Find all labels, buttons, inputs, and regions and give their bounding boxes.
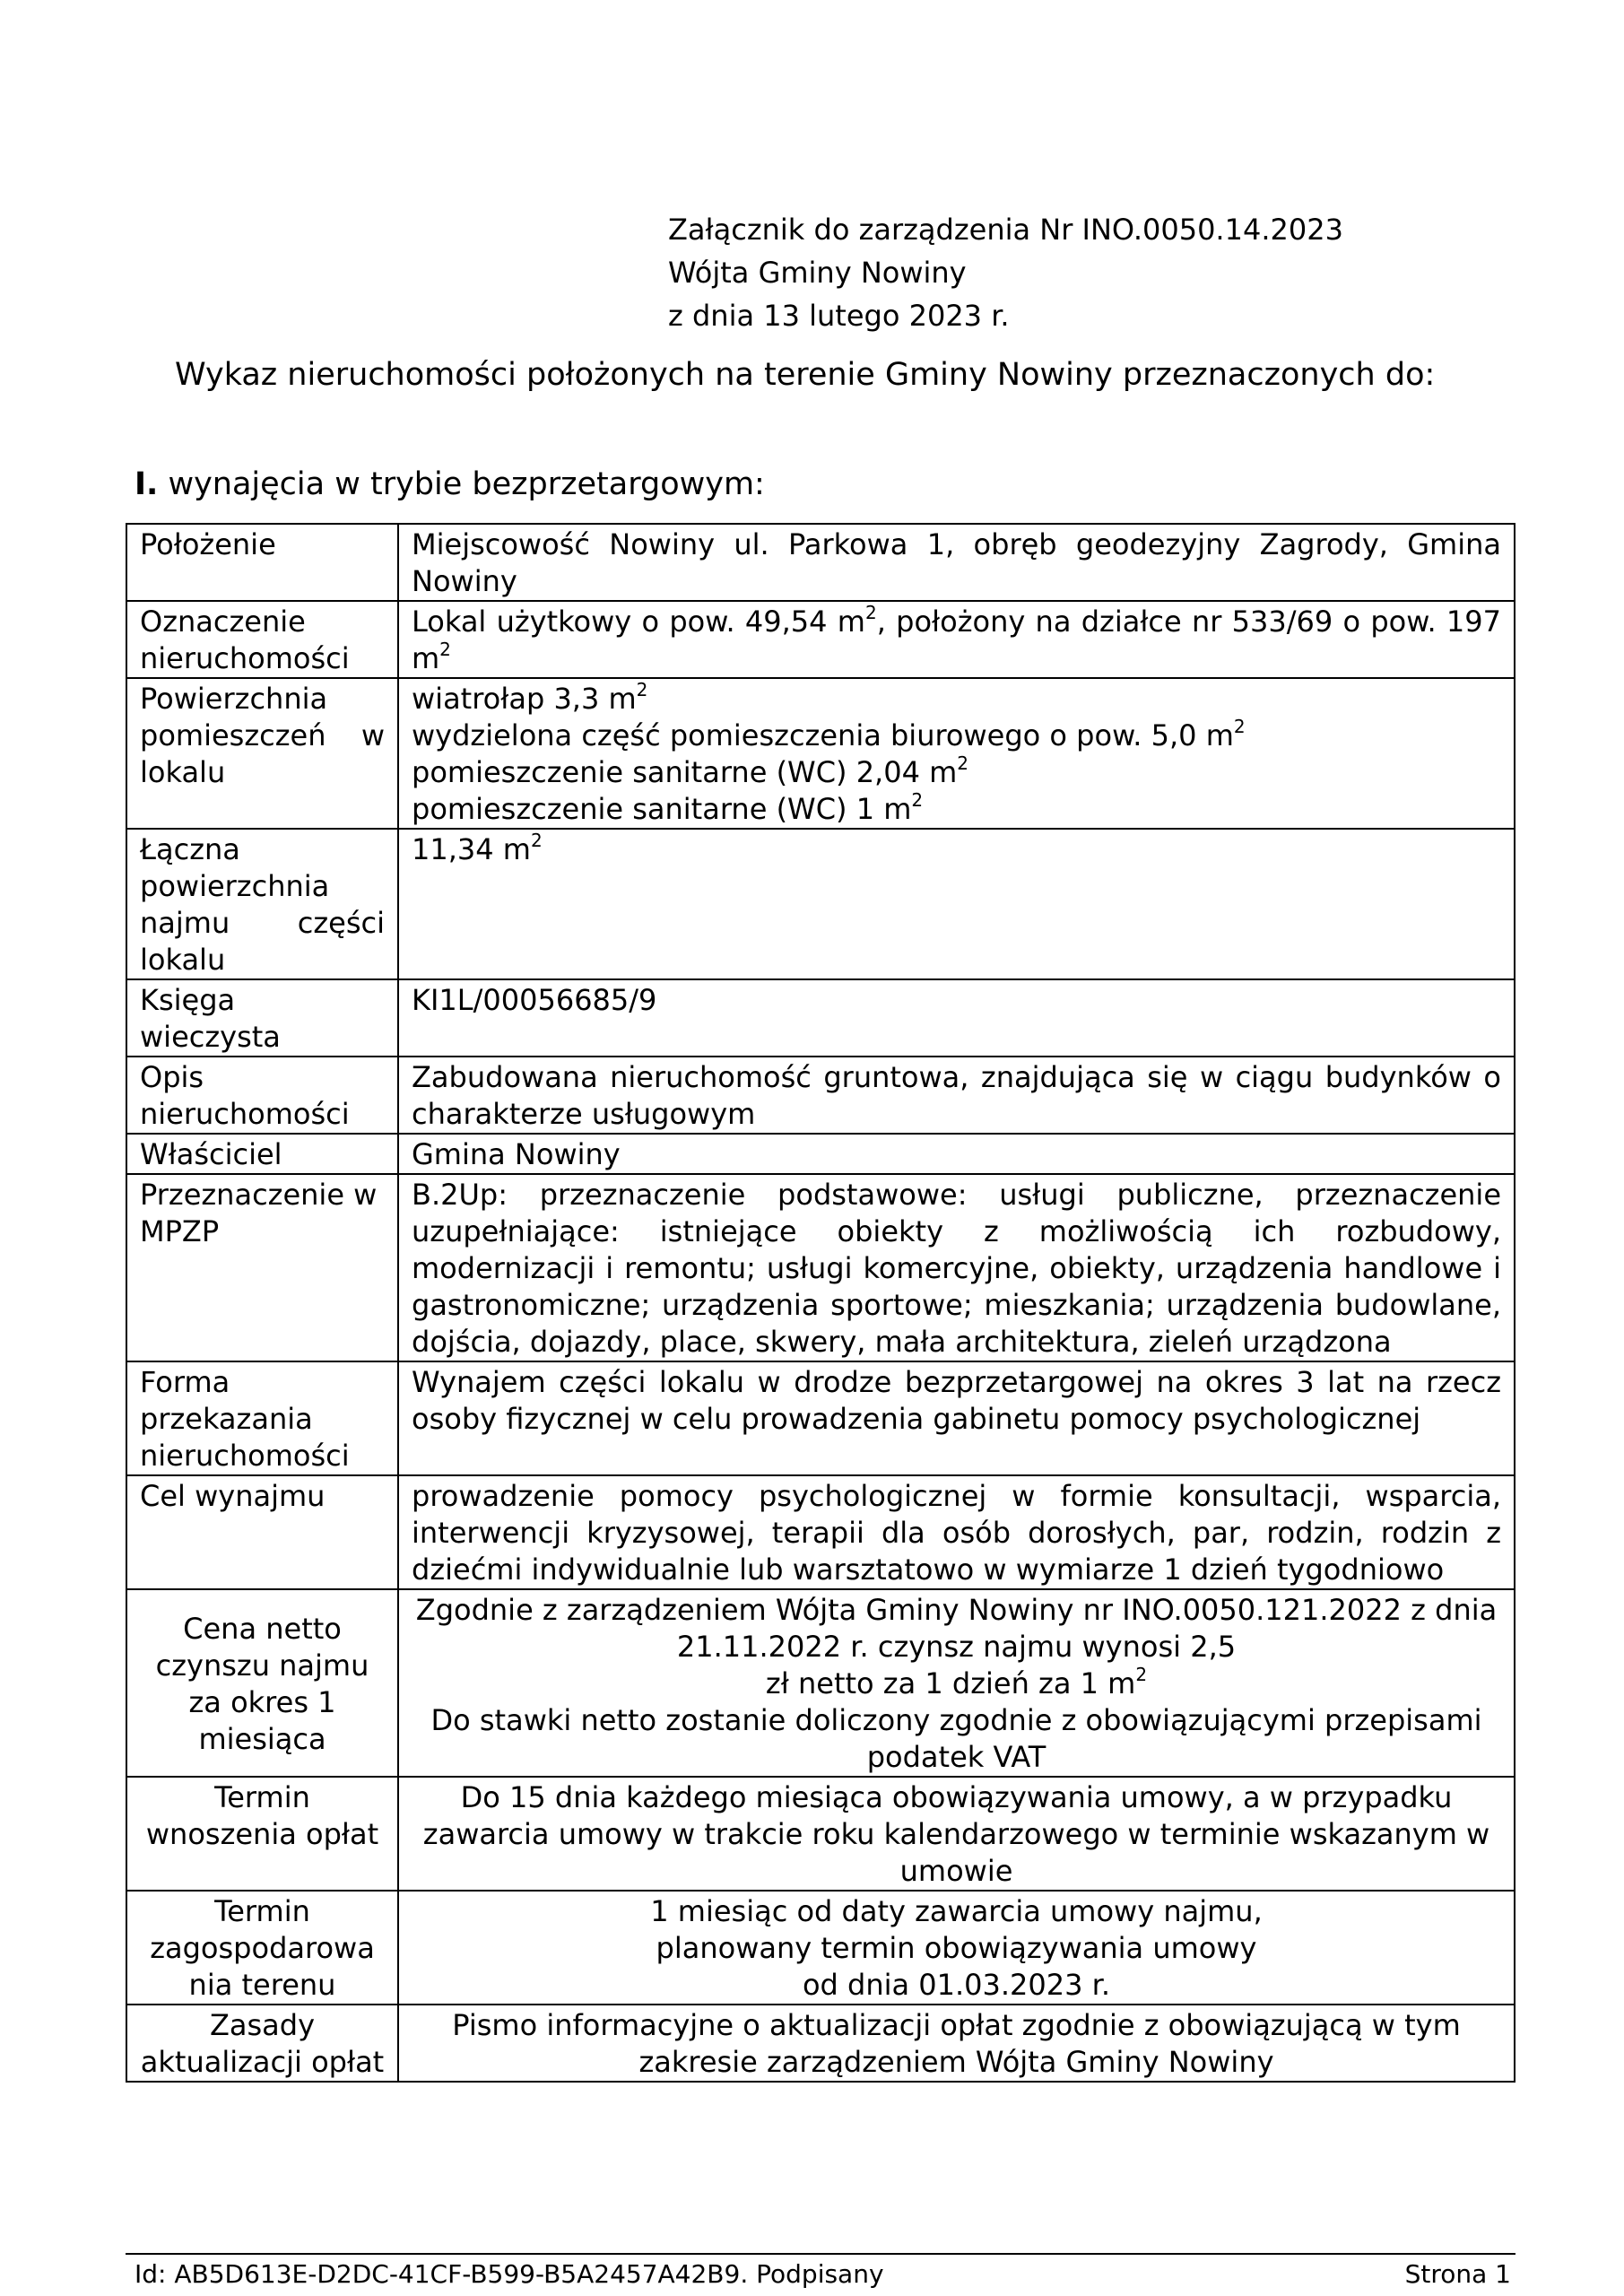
value-opis: Zabudowana nieruchomość gruntowa, znajdująca się w ciągu budynków o charakterze usługowym — [398, 1057, 1515, 1134]
label-cel: Cel wynajmu — [126, 1475, 398, 1589]
table-row — [126, 1361, 1515, 1475]
label-termin-zagosp: Termin zagospodarowa nia terenu — [126, 1891, 398, 2005]
label-termin-wnoszenia: Termin wnoszenia opłat — [126, 1777, 398, 1891]
value-powierzchnia — [398, 678, 1515, 829]
sup-2: 2 — [864, 602, 877, 624]
table-row — [126, 524, 1515, 601]
label-przeznaczenie: Przeznaczenie w MPZP — [126, 1174, 398, 1361]
table-row — [126, 1057, 1515, 1134]
zagosp-line-1: 1 miesiąc od daty zawarcia umowy najmu, — [650, 1894, 1263, 1928]
label-cena: Cena netto czynszu najmu za okres 1 miesiąca — [126, 1589, 398, 1777]
room-line-text: pomieszczenie sanitarne (WC) 1 m — [412, 792, 912, 826]
section-title-text: wynajęcia w trybie bezprzetargowym: — [158, 466, 765, 502]
intro-text: Wykaz nieruchomości położonych na terenie Gminy Nowiny przeznaczonych do: — [175, 357, 1436, 393]
cena-line-1: Zgodnie z zarządzeniem Wójta Gminy Nowiny nr INO.0050.121.2022 z dnia 21.11.2022 r. czynsz najmu wynosi 2,5 — [415, 1593, 1498, 1664]
sup-2: 2 — [911, 789, 924, 812]
label-wlasciciel: Właściciel — [126, 1134, 398, 1174]
value-cel: prowadzenie pomocy psychologicznej w formie konsultacji, wsparcia, interwencji kryzysowej, terapii dla osób dorosłych, par, rodzin, rodzin z dziećmi indywidualnie lub warsztatowo w wymiarze 1 dzień tygodniowo — [398, 1475, 1515, 1589]
sup-2: 2 — [1233, 716, 1246, 738]
zagosp-line-2: planowany termin obowiązywania umowy — [656, 1931, 1257, 1965]
page-number: Strona 1 — [1404, 2259, 1511, 2289]
table-row — [126, 1891, 1515, 2005]
footer-divider — [126, 2253, 1515, 2255]
table-row — [126, 601, 1515, 678]
table-row — [126, 1589, 1515, 1777]
label-forma: Forma przekazania nieruchomości — [126, 1361, 398, 1475]
label-opis: Opis nieruchomości — [126, 1057, 398, 1134]
room-line — [412, 681, 1501, 718]
value-wlasciciel: Gmina Nowiny — [398, 1134, 1515, 1174]
room-line-text: wydzielona część pomieszczenia biurowego o pow. 5,0 m — [412, 718, 1234, 752]
value-termin-zagosp — [398, 1891, 1515, 2005]
sup-2: 2 — [1135, 1664, 1148, 1686]
value-termin-wnoszenia: Do 15 dnia każdego miesiąca obowiązywania umowy, a w przypadku zawarcia umowy w trakcie roku kalendarzowego w terminie wskazanym w umowie — [398, 1777, 1515, 1891]
label-ksiega: Księga wieczysta — [126, 979, 398, 1057]
value-polozenie: Miejscowość Nowiny ul. Parkowa 1, obręb geodezyjny Zagrody, Gmina Nowiny — [398, 524, 1515, 601]
document-id: Id: AB5D613E-D2DC-41CF-B599-B5A2457A42B9. Podpisany — [135, 2259, 884, 2289]
oznaczenie-text-b: , położony na działce nr 533/69 o pow. 197 m — [412, 604, 1502, 675]
value-ksiega: KI1L/00056685/9 — [398, 979, 1515, 1057]
table-row — [126, 1174, 1515, 1361]
section-number: I. — [135, 466, 159, 502]
label-zasady: Zasady aktualizacji opłat — [126, 2005, 398, 2082]
label-powierzchnia: Powierzchnia pomieszczeń w lokalu — [126, 678, 398, 829]
room-line — [412, 791, 1501, 828]
document-header — [668, 208, 1343, 337]
laczna-text: 11,34 m — [412, 832, 531, 866]
cena-line-3: Do stawki netto zostanie doliczony zgodnie z obowiązującymi przepisami podatek VAT — [430, 1703, 1482, 1774]
header-line-3: z dnia 13 lutego 2023 r. — [668, 299, 1010, 333]
zagosp-line-3: od dnia 01.03.2023 r. — [802, 1968, 1111, 2002]
table-row — [126, 829, 1515, 979]
label-laczna: Łączna powierzchnia najmu części lokalu — [126, 829, 398, 979]
section-title — [135, 461, 765, 508]
sup-2: 2 — [957, 752, 969, 775]
table-row — [126, 1475, 1515, 1589]
room-line-text: wiatrołap 3,3 m — [412, 682, 637, 716]
table-row — [126, 1134, 1515, 1174]
value-forma: Wynajem części lokalu w drodze bezprzetargowej na okres 3 lat na rzecz osoby fizycznej w celu prowadzenia gabinetu pomocy psychologicznej — [398, 1361, 1515, 1475]
sup-2: 2 — [530, 830, 543, 852]
sup-2: 2 — [439, 639, 451, 661]
oznaczenie-text-a: Lokal użytkowy o pow. 49,54 m — [412, 604, 865, 639]
room-line — [412, 718, 1501, 754]
value-oznaczenie — [398, 601, 1515, 678]
label-oznaczenie: Oznaczenie nieruchomości — [126, 601, 398, 678]
cena-line-2 — [412, 1665, 1501, 1702]
room-line-text: pomieszczenie sanitarne (WC) 2,04 m — [412, 755, 958, 789]
label-polozenie: Położenie — [126, 524, 398, 601]
room-line — [412, 754, 1501, 791]
value-zasady: Pismo informacyjne o aktualizacji opłat zgodnie z obowiązującą w tym zakresie zarządzeniem Wójta Gminy Nowiny — [398, 2005, 1515, 2082]
table-row — [126, 2005, 1515, 2082]
header-line-2: Wójta Gminy Nowiny — [668, 256, 967, 290]
value-cena — [398, 1589, 1515, 1777]
table-row — [126, 678, 1515, 829]
sup-2: 2 — [636, 679, 648, 701]
table-row — [126, 1777, 1515, 1891]
value-przeznaczenie: B.2Up: przeznaczenie podstawowe: usługi publiczne, przeznaczenie uzupełniające: istniejące obiekty z możliwością ich rozbudowy, modernizacji i remontu; usługi komercyjne, obiekty, urządzenia handlowe i gastronomiczne; urządzenia sportowe; mieszkania; urządzenia budowlane, dojścia, dojazdy, place, skwery, mała architektura, zieleń urządzona — [398, 1174, 1515, 1361]
property-table — [126, 523, 1515, 2083]
header-line-1: Załącznik do zarządzenia Nr INO.0050.14.2023 — [668, 213, 1343, 247]
page-footer — [135, 2257, 1511, 2292]
table-row — [126, 979, 1515, 1057]
cena-line-2-text: zł netto za 1 dzień za 1 m — [765, 1666, 1136, 1700]
value-laczna — [398, 829, 1515, 979]
